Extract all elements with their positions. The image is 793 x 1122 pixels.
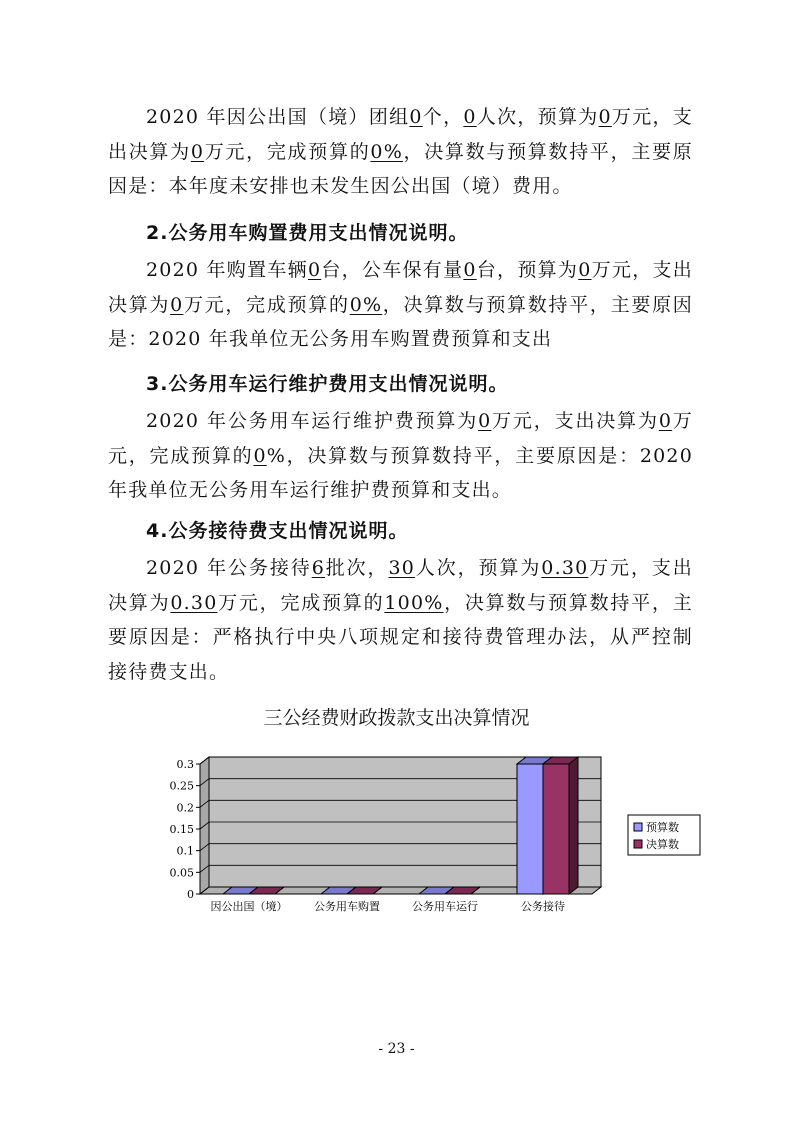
y-tick-label: 0.05 — [169, 866, 194, 880]
paragraph-outbound-travel: 2020 年因公出国（境）团组0个，0人次，预算为0万元，支出决算为0万元，完成预算的0%，决算数与预算数持平，主要原因是：本年度未安排也未发生因公出国（境）费用。 — [108, 106, 693, 197]
bar-决算数-3 — [543, 764, 569, 894]
heading-vehicle-purchase: 2.公务用车购置费用支出情况说明。 — [146, 222, 469, 244]
bar-预算数-3 — [517, 764, 543, 894]
heading-reception: 4.公务接待费支出情况说明。 — [146, 520, 409, 542]
y-tick-label: 0 — [187, 888, 194, 901]
paragraph-reception: 2020 年公务接待6批次，30人次，预算为0.30万元，支出决算为0.30万元，完成预算的100%，决算数与预算数持平，主要原因是：严格执行中央八项规定和接待费管理办法，从严控制接待费支出。 — [108, 557, 693, 683]
legend-swatch-1 — [634, 840, 642, 848]
x-tick-label: 因公出国（境） — [210, 900, 288, 913]
bar-side — [569, 757, 578, 894]
heading-vehicle-maintenance: 3.公务用车运行维护费用支出情况说明。 — [146, 373, 509, 395]
y-tick-label: 0.2 — [176, 801, 194, 815]
legend-swatch-0 — [634, 823, 642, 831]
page-number: - 23 - — [378, 1041, 415, 1057]
y-tick-label: 0.25 — [169, 779, 194, 793]
legend-label-0: 预算数 — [646, 821, 679, 834]
y-tick-label: 0.3 — [176, 758, 194, 771]
chart-title: 三公经费财政拨款支出决算情况 — [263, 707, 530, 729]
legend-label-1: 决算数 — [646, 838, 679, 851]
y-tick-label: 0.1 — [176, 844, 194, 858]
paragraph-vehicle-purchase: 2020 年购置车辆0台，公车保有量0台，预算为0万元，支出决算为0万元，完成预算的0%，决算数与预算数持平，主要原因是：2020 年我单位无公务用车购置费预算和支出 — [108, 259, 693, 350]
paragraph-vehicle-maintenance: 2020 年公务用车运行维护费预算为0万元，支出决算为0万元，完成预算的0%，决算数与预算数持平，主要原因是：2020 年我单位无公务用车运行维护费预算和支出。 — [108, 410, 694, 501]
x-tick-label: 公务用车购置 — [314, 900, 380, 913]
y-tick-label: 0.15 — [169, 823, 194, 836]
three-public-expenses-chart — [160, 745, 720, 925]
x-tick-label: 公务接待 — [521, 900, 565, 913]
x-tick-label: 公务用车运行 — [412, 900, 478, 913]
